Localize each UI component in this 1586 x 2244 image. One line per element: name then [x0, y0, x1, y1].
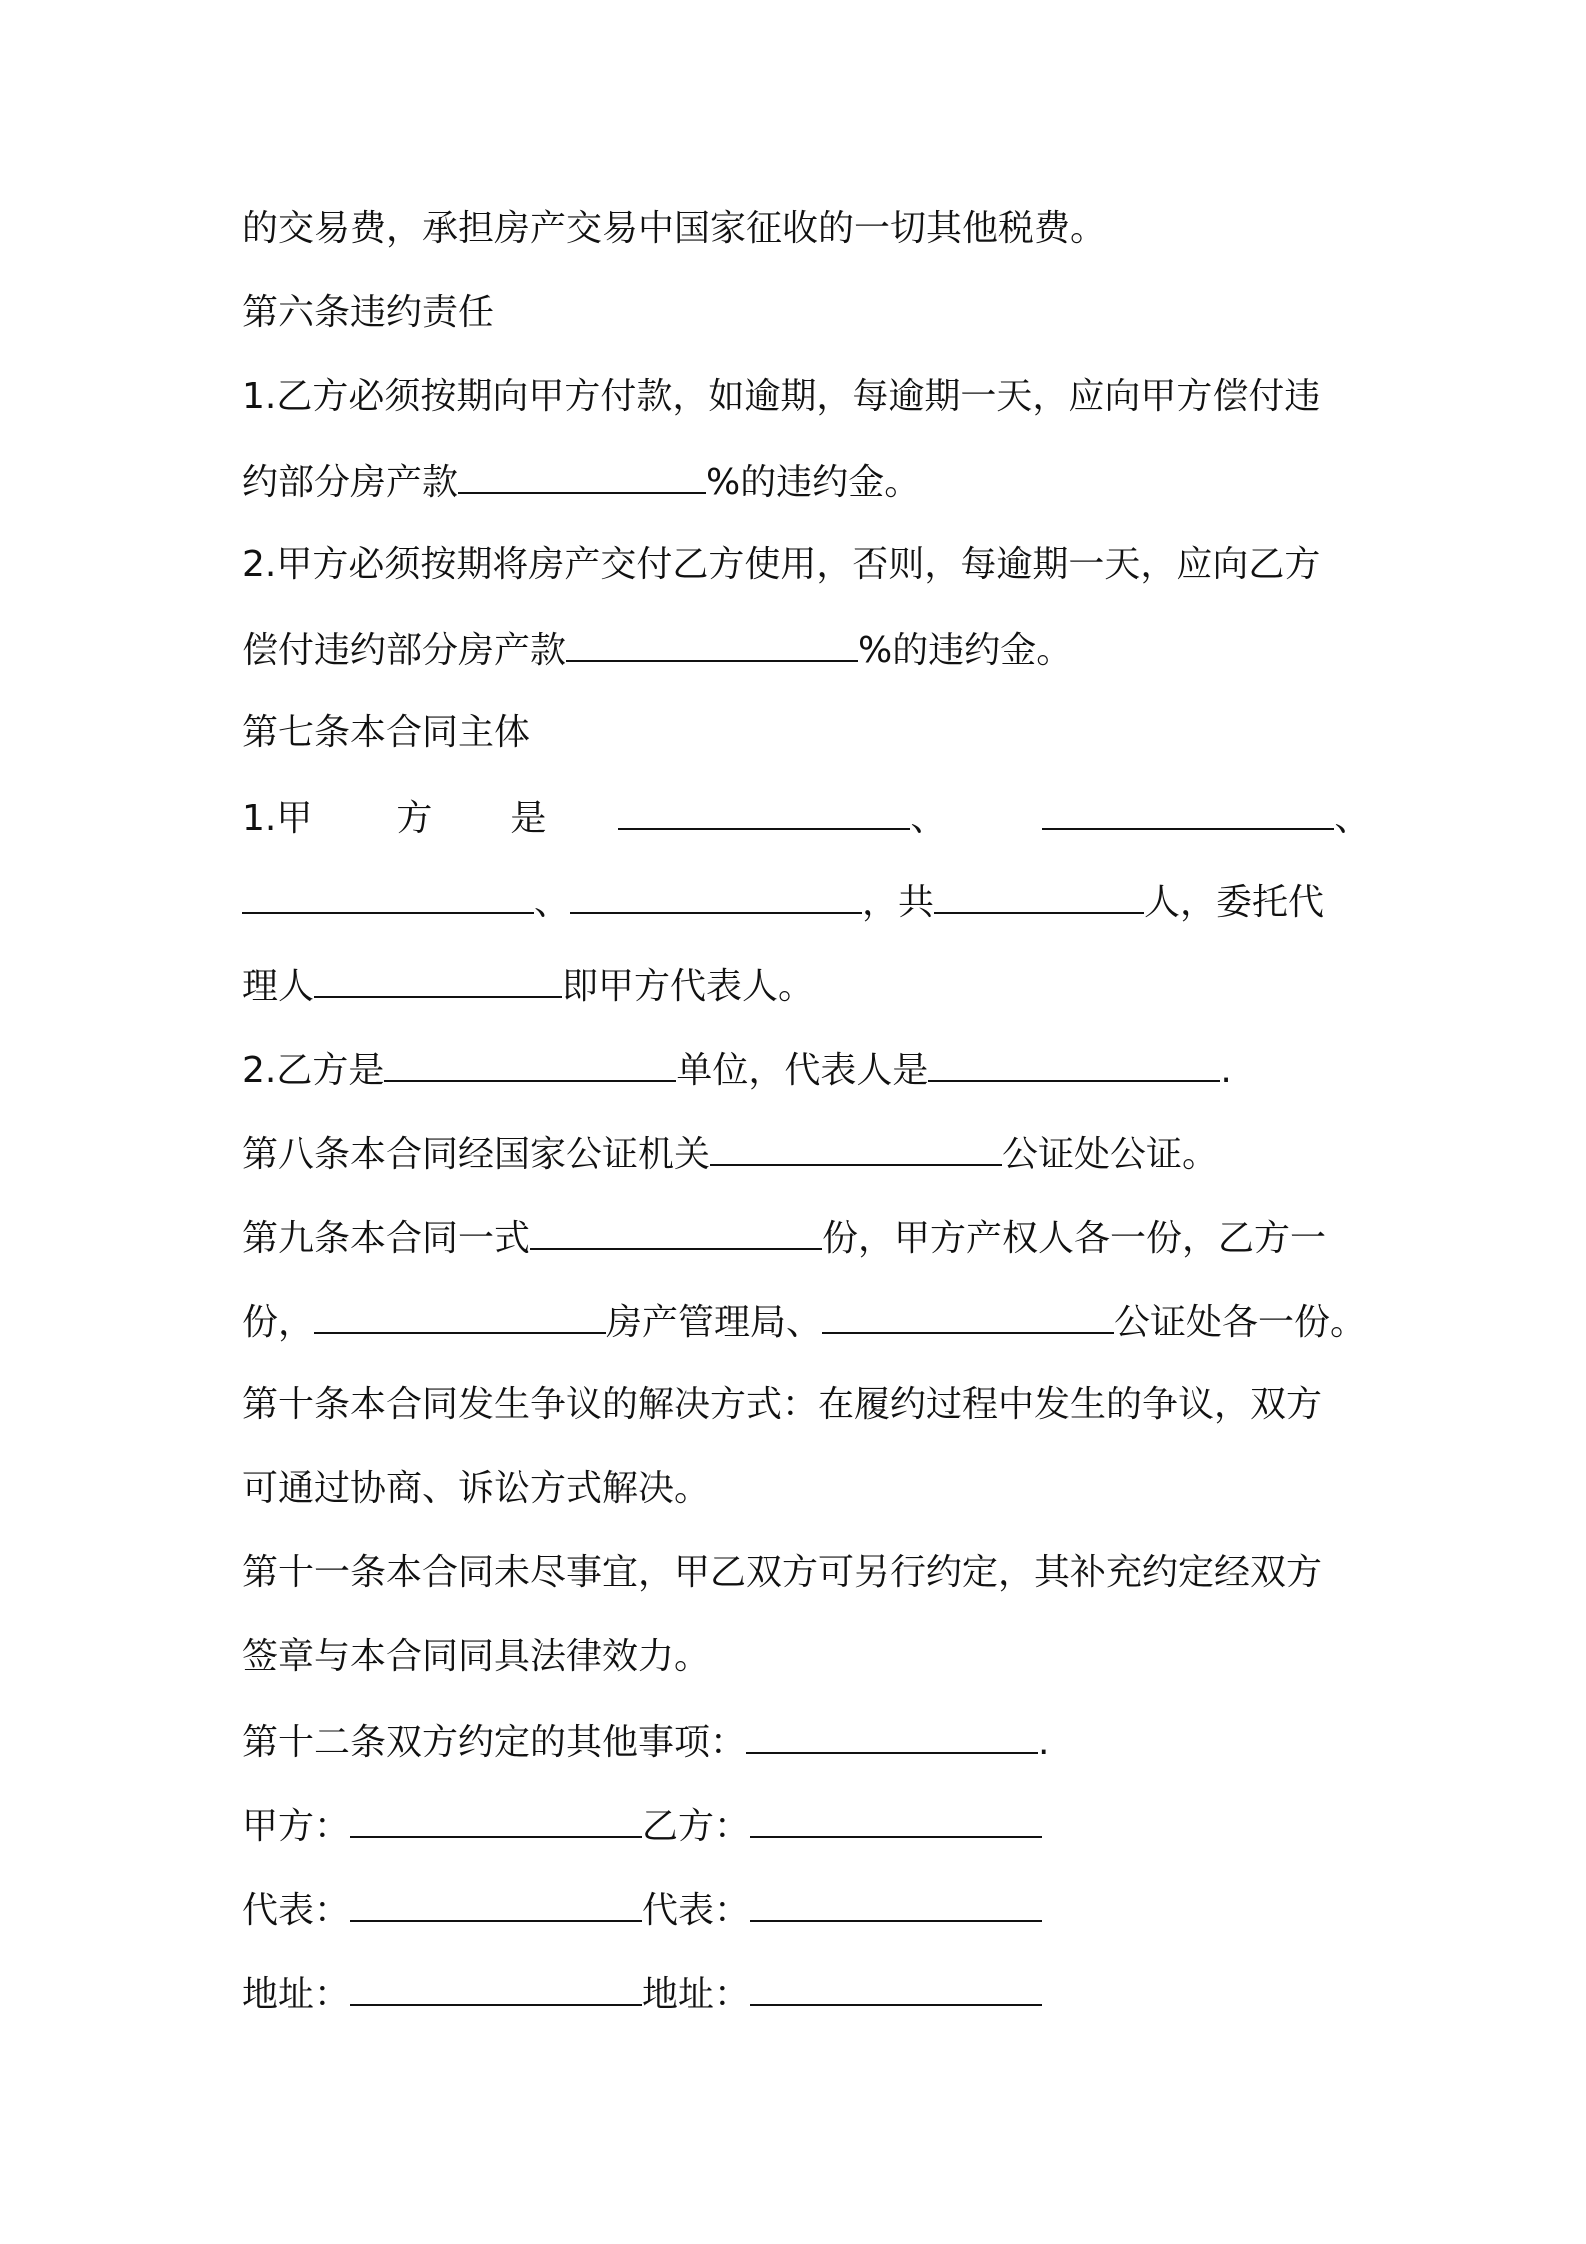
paragraph-text: 理人 — [242, 966, 315, 1007]
paragraph-text: . — [1220, 1050, 1232, 1091]
paragraph-text: 、 — [1334, 798, 1371, 839]
paragraph-text: 房产管理局、 — [606, 1302, 823, 1343]
paragraph-text: 、 — [534, 882, 571, 923]
fill-blank-rep-a[interactable] — [350, 1886, 642, 1922]
signature-label-party-b: 乙方： — [642, 1806, 751, 1847]
text-line-article-8 — [242, 1130, 1218, 1178]
fill-blank-party-b-signature[interactable] — [750, 1802, 1042, 1838]
text-line-article-10-cont — [242, 1466, 710, 1512]
paragraph-text: 的交易费，承担房产交易中国家征收的一切其他税费。 — [242, 208, 1107, 249]
signature-label-rep-a: 代表： — [242, 1890, 351, 1931]
signature-label-party-a: 甲方： — [242, 1806, 351, 1847]
paragraph-text: 份，甲方产权人各一份，乙方一 — [822, 1218, 1327, 1259]
text-line-article-12 — [242, 1718, 1049, 1766]
paragraph-text: 约部分房产款 — [242, 462, 459, 503]
text-line-article-10 — [242, 1382, 1322, 1428]
fill-blank-party-a-signature[interactable] — [350, 1802, 642, 1838]
paragraph-text: 第十二条双方约定的其他事项： — [242, 1722, 747, 1763]
paragraph-text: 份， — [242, 1302, 315, 1343]
fill-blank-party-b-rep[interactable] — [928, 1046, 1220, 1082]
signature-label-addr-a: 地址： — [242, 1974, 351, 2015]
fill-blank-notary-office[interactable] — [822, 1298, 1114, 1334]
text-line-article-11-cont — [242, 1634, 710, 1680]
paragraph-text: 是 — [510, 798, 547, 839]
text-line-6-2 — [242, 542, 1320, 588]
paragraph-text: %的违约金。 — [858, 630, 1073, 671]
text-line-7-2 — [242, 1046, 1232, 1094]
fill-blank-addr-a[interactable] — [350, 1970, 642, 2006]
fill-blank-party-a-name-1[interactable] — [618, 794, 910, 830]
heading-article-7 — [242, 710, 530, 756]
paragraph-text: 公证处各一份。 — [1114, 1302, 1367, 1343]
paragraph-text: 2.甲方必须按期将房产交付乙方使用，否则，每逾期一天，应向乙方 — [242, 544, 1321, 585]
paragraph-text: 签章与本合同同具法律效力。 — [242, 1636, 711, 1677]
paragraph-text: 方 — [396, 798, 433, 839]
paragraph-text: %的违约金。 — [706, 462, 921, 503]
fill-blank-housing-bureau[interactable] — [314, 1298, 606, 1334]
text-line-6-1 — [242, 374, 1320, 420]
paragraph-text: 第十条本合同发生争议的解决方式：在履约过程中发生的争议，双方 — [242, 1384, 1323, 1425]
fill-blank-penalty-percent-a[interactable] — [566, 626, 858, 662]
text-line-7-1 — [242, 794, 1370, 842]
paragraph-text: 即甲方代表人。 — [562, 966, 815, 1007]
paragraph-text: . — [1038, 1722, 1050, 1763]
paragraph-text: 1.乙方必须按期向甲方付款，如逾期，每逾期一天，应向甲方偿付违 — [242, 376, 1321, 417]
paragraph-text: 偿付违约部分房产款 — [242, 630, 567, 671]
text-line-7-1-agent — [242, 962, 814, 1010]
text-line-6-1-cont — [242, 458, 920, 506]
signature-row-address — [242, 1970, 1042, 2018]
fill-blank-copies[interactable] — [530, 1214, 822, 1250]
text-line-fees — [242, 206, 1106, 252]
fill-blank-agent[interactable] — [314, 962, 562, 998]
heading-text: 第六条违约责任 — [242, 292, 495, 333]
signature-row-party — [242, 1802, 1042, 1850]
text-line-article-11 — [242, 1550, 1322, 1596]
fill-blank-party-a-name-2[interactable] — [1042, 794, 1334, 830]
text-line-article-9 — [242, 1214, 1326, 1262]
fill-blank-rep-b[interactable] — [750, 1886, 1042, 1922]
text-line-6-2-cont — [242, 626, 1072, 674]
signature-label-rep-b: 代表： — [642, 1890, 751, 1931]
heading-article-6 — [242, 290, 494, 336]
fill-blank-party-a-count[interactable] — [934, 878, 1144, 914]
paragraph-text: 1.甲 — [242, 798, 313, 839]
signature-row-representative — [242, 1886, 1042, 1934]
paragraph-text: ，共 — [862, 882, 935, 923]
paragraph-text: 2.乙方是 — [242, 1050, 385, 1091]
fill-blank-party-a-name-3[interactable] — [242, 878, 534, 914]
paragraph-text: 可通过协商、诉讼方式解决。 — [242, 1468, 711, 1509]
paragraph-text: 第九条本合同一式 — [242, 1218, 531, 1259]
heading-text: 第七条本合同主体 — [242, 712, 531, 753]
paragraph-text: 第八条本合同经国家公证机关 — [242, 1134, 711, 1175]
paragraph-text: 公证处公证。 — [1002, 1134, 1219, 1175]
fill-blank-addr-b[interactable] — [750, 1970, 1042, 2006]
paragraph-text: 人，委托代 — [1144, 882, 1325, 923]
text-line-7-1-cont — [242, 878, 1324, 926]
signature-label-addr-b: 地址： — [642, 1974, 751, 2015]
fill-blank-penalty-percent-b[interactable] — [458, 458, 706, 494]
paragraph-text: 第十一条本合同未尽事宜，甲乙双方可另行约定，其补充约定经双方 — [242, 1552, 1323, 1593]
paragraph-text: 、 — [910, 798, 947, 839]
fill-blank-party-b-unit[interactable] — [384, 1046, 676, 1082]
fill-blank-other-matters[interactable] — [746, 1718, 1038, 1754]
fill-blank-party-a-name-4[interactable] — [570, 878, 862, 914]
text-line-article-9-cont — [242, 1298, 1366, 1346]
fill-blank-notary[interactable] — [710, 1130, 1002, 1166]
paragraph-text: 单位，代表人是 — [676, 1050, 929, 1091]
